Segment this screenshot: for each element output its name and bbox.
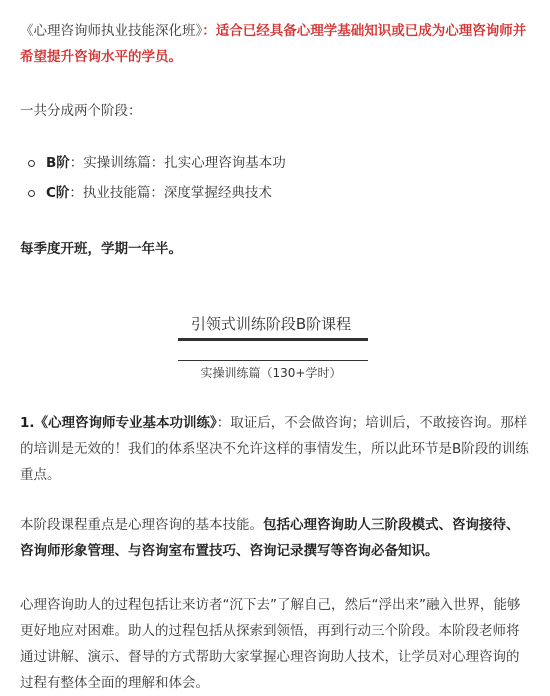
course-name: 《心理咨询师执业技能深化班》 bbox=[20, 23, 203, 39]
stage-desc: ：执业技能篇：深度掌握经典技术 bbox=[69, 185, 272, 201]
item1-heading: 1.《心理咨询师专业基本功训练》 bbox=[20, 415, 217, 431]
stage-desc: ：实操训练篇：扎实心理咨询基本功 bbox=[69, 155, 286, 171]
list-item bbox=[20, 148, 286, 178]
intro-paragraph bbox=[20, 18, 532, 70]
item1-body: ：取证后，不会做咨询；培训后，不敢接咨询。那样的培训是无效的！我们的体系坚决不允许这样的事情发生，所以此环节是B阶段的训练重点。 bbox=[20, 415, 529, 483]
title-divider-thick bbox=[178, 338, 368, 341]
focus-lead: 本阶段课程重点是心理咨询的基本技能。 bbox=[20, 517, 263, 533]
item1-paragraph bbox=[20, 410, 532, 488]
process-paragraph: 心理咨询助人的过程包括让来访者“沉下去”了解自己，然后“浮出来”融入世界，能够更好地应对困难。助人的过程包括从探索到领悟，再到行动三个阶段。本阶段老师将通过讲解、演示、督导的方式帮助大家掌握心理咨询助人技术，让学员对心理咨询的过程有整体全面的理解和体会。 bbox=[20, 597, 521, 691]
stages-intro: 一共分成两个阶段： bbox=[20, 103, 142, 119]
section-title: 引领式训练阶段B阶课程 bbox=[190, 315, 352, 333]
stage-list bbox=[20, 148, 286, 208]
title-divider-thin bbox=[178, 360, 368, 361]
audience-text: 适合已经具备心理学基础知识或已成为心理咨询师并希望提升咨询水平的学员。 bbox=[20, 23, 527, 65]
stage-code: C阶 bbox=[46, 185, 70, 201]
intro-colon: ： bbox=[202, 23, 216, 39]
focus-emphasis: 包括心理咨询助人三阶段模式、咨询接待、咨询师形象管理、与咨询室布置技巧、咨询记录撰写等咨询必备知识。 bbox=[20, 517, 520, 559]
section-subtitle: 实操训练篇（130+学时） bbox=[200, 366, 342, 380]
schedule-text: 每季度开班，学期一年半。 bbox=[20, 241, 182, 257]
circle-bullet-icon bbox=[28, 160, 35, 167]
focus-paragraph bbox=[20, 512, 532, 564]
circle-bullet-icon bbox=[28, 190, 35, 197]
stage-code: B阶 bbox=[46, 155, 70, 171]
list-item bbox=[20, 178, 286, 208]
